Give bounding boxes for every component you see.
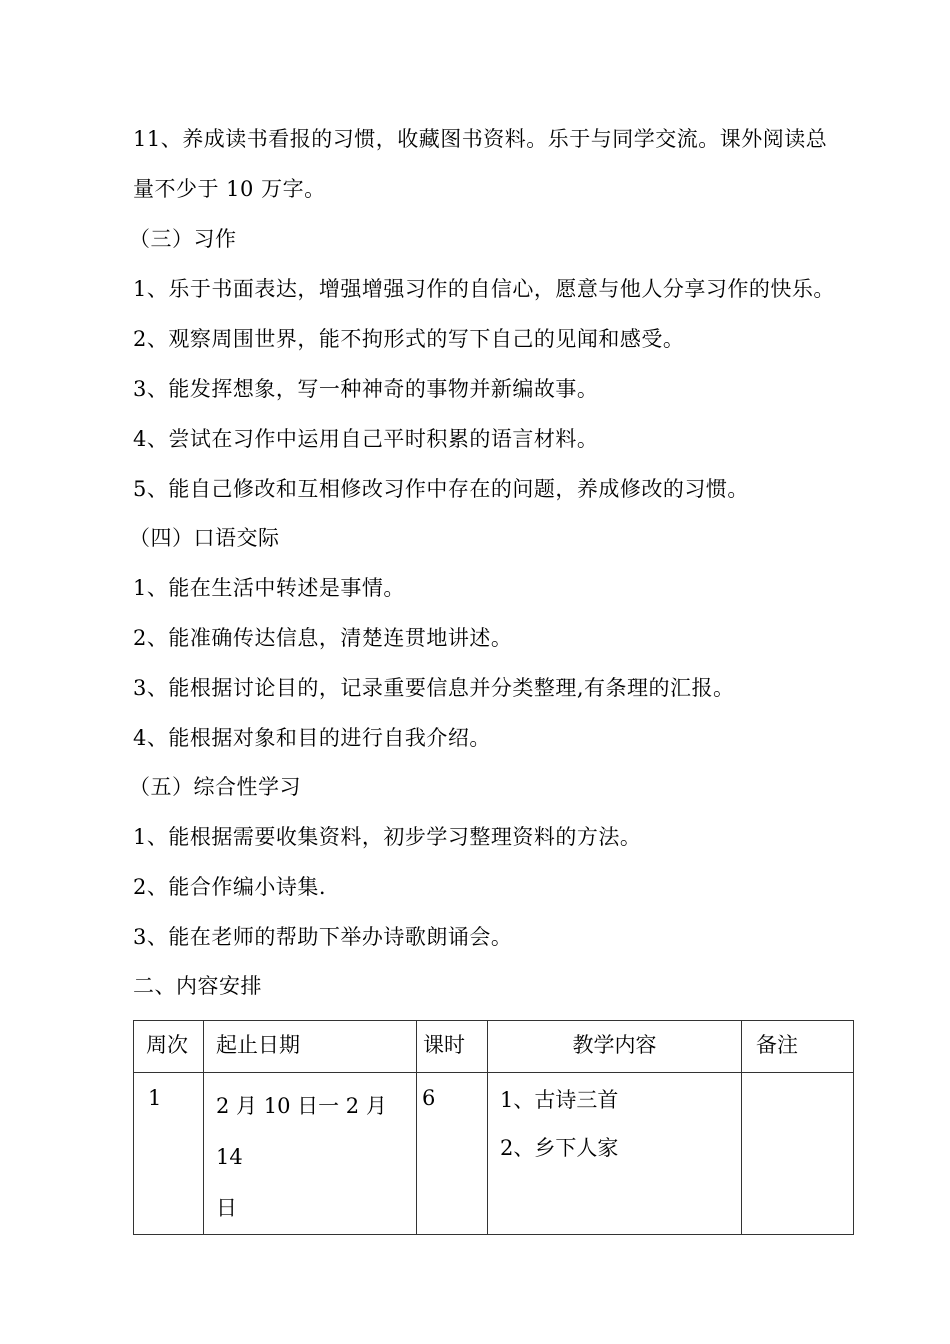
oral-goal-2: 2、能准确传达信息，清楚连贯地讲述。: [133, 626, 513, 650]
schedule-table: [133, 1020, 854, 1235]
header-cell-week: 周次: [134, 1021, 204, 1073]
section-heading-integrated: （五）综合性学习: [129, 775, 301, 799]
paragraph-goal-11-cont: 量不少于 10 万字。: [133, 177, 326, 201]
content-item-2: 2、乡下人家: [500, 1136, 619, 1160]
header-cell-content: 教学内容: [488, 1021, 742, 1073]
cell-week: 1: [134, 1073, 204, 1235]
dates-line-2: 日: [216, 1196, 237, 1220]
section-heading-content: 二、内容安排: [133, 974, 262, 998]
table-row: [134, 1073, 854, 1235]
section-heading-writing: （三）习作: [129, 227, 237, 251]
cell-notes: [742, 1073, 854, 1235]
oral-goal-4: 4、能根据对象和目的进行自我介绍。: [133, 726, 491, 750]
cell-hours: 6: [417, 1073, 488, 1235]
dates-line-1: 2 月 10 日一 2 月 14: [216, 1094, 387, 1169]
header-cell-hours: 课时: [417, 1021, 488, 1073]
integrated-goal-3: 3、能在老师的帮助下举办诗歌朗诵会。: [133, 925, 513, 949]
oral-goal-3: 3、能根据讨论目的，记录重要信息并分类整理,有条理的汇报。: [133, 676, 735, 700]
writing-goal-4: 4、尝试在习作中运用自己平时积累的语言材料。: [133, 427, 599, 451]
integrated-goal-2: 2、能合作编小诗集.: [133, 875, 327, 899]
writing-goal-3: 3、能发挥想象，写一种神奇的事物并新编故事。: [133, 377, 599, 401]
integrated-goal-1: 1、能根据需要收集资料，初步学习整理资料的方法。: [133, 825, 642, 849]
header-cell-dates: 起止日期: [204, 1021, 417, 1073]
header-cell-notes: 备注: [742, 1021, 854, 1073]
writing-goal-5: 5、能自己修改和互相修改习作中存在的问题，养成修改的习惯。: [133, 477, 749, 501]
writing-goal-1: 1、乐于书面表达，增强增强习作的自信心，愿意与他人分享习作的快乐。: [133, 277, 835, 301]
table-header-row: [134, 1021, 854, 1073]
content-item-1: 1、古诗三首: [500, 1088, 619, 1112]
writing-goal-2: 2、观察周围世界，能不拘形式的写下自己的见闻和感受。: [133, 327, 685, 351]
paragraph-goal-11: 11、养成读书看报的习惯，收藏图书资料。乐于与同学交流。课外阅读总: [133, 127, 828, 151]
oral-goal-1: 1、能在生活中转述是事情。: [133, 576, 405, 600]
cell-dates: [204, 1073, 417, 1235]
section-heading-oral: （四）口语交际: [129, 526, 280, 550]
cell-content: [488, 1073, 742, 1235]
